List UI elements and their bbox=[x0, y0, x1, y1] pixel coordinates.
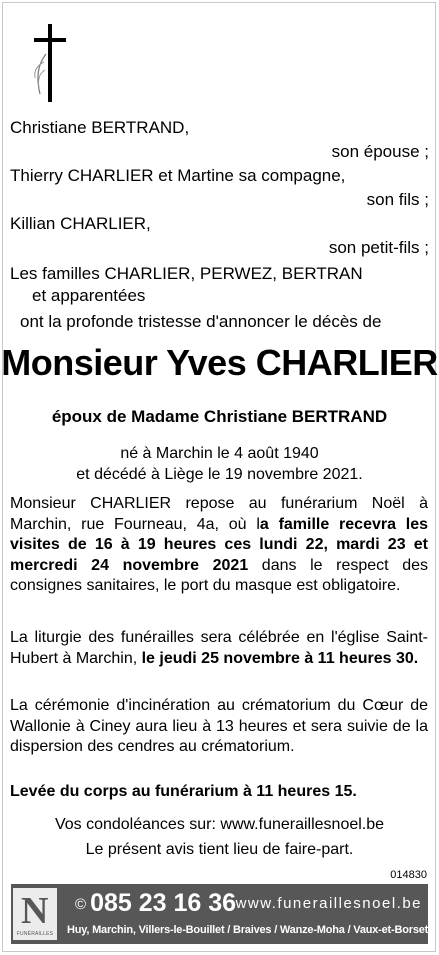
family-member-name: Christiane BERTRAND, bbox=[10, 118, 190, 137]
family-member-name: Thierry CHARLIER et Martine sa compagne, bbox=[10, 166, 346, 185]
phone-icon: © bbox=[75, 896, 87, 913]
rest-bold-text: a famille recevra les visites de 16 à 19 heures ces lundi 22, mardi 23 et mercredi 24 novembre 2021 bbox=[10, 515, 429, 574]
logo-text: FUNÉRAILLES bbox=[16, 931, 54, 937]
funeral-home-logo bbox=[13, 888, 57, 940]
rest-text-end: dans le respect des consignes sanitaires, le port du masque est obligatoire. bbox=[10, 556, 428, 594]
phone-digits: 085 23 16 36 bbox=[90, 889, 237, 917]
levee-line: Levée du corps au funérarium à 11 heures 15. bbox=[10, 783, 357, 800]
family-member-relation: son fils ; bbox=[366, 190, 429, 209]
families-line-2: et apparentées bbox=[32, 286, 146, 305]
announcement-line: ont la profonde tristesse d'annoncer le décès de bbox=[20, 312, 382, 331]
families-line: Les familles CHARLIER, PERWEZ, BERTRAN bbox=[10, 264, 363, 283]
website-link[interactable]: www.funeraillesnoel.be bbox=[235, 895, 422, 912]
death-line: et décédé à Liège le 19 novembre 2021. bbox=[76, 466, 363, 483]
reference-number: 014830 bbox=[390, 869, 427, 881]
liturgy-text: La liturgie des funérailles sera célébrée en l'église Saint-Hubert à Marchin, bbox=[10, 629, 428, 667]
family-member-relation: son petit-fils ; bbox=[328, 238, 429, 257]
cremation-paragraph: La cérémonie d'incinération au crématorium du Cœur de Wallonie à Ciney aura lieu à 13 heures et sera suivie de la dispersion des cendres au crématorium. bbox=[10, 697, 428, 755]
liturgy-bold-text: le jeudi 25 novembre à 11 heures 30. bbox=[141, 649, 419, 667]
faire-part-line: Le présent avis tient lieu de faire-part. bbox=[85, 841, 354, 858]
logo-letter: N bbox=[21, 890, 49, 932]
condolences-line: Vos condoléances sur: www.funeraillesnoel.be bbox=[54, 816, 385, 833]
rest-paragraph bbox=[10, 494, 428, 597]
spouse-line: époux de Madame Christiane BERTRAND bbox=[51, 407, 388, 426]
rest-text: Monsieur CHARLIER repose au funérarium Noël à Marchin, rue Fourneau, 4a, où l bbox=[10, 495, 428, 533]
birth-line: né à Marchin le 4 août 1940 bbox=[120, 445, 319, 462]
deceased-name: Monsieur Yves CHARLIER bbox=[1, 342, 438, 383]
family-member-relation: son épouse ; bbox=[331, 142, 429, 161]
locations-line: Huy, Marchin, Villers-le-Bouillet / Braives / Wanze-Moha / Vaux-et-Borset bbox=[67, 924, 429, 936]
funeral-home-banner bbox=[11, 884, 428, 944]
family-member-name: Killian CHARLIER, bbox=[10, 214, 151, 233]
phone-number bbox=[75, 888, 236, 920]
liturgy-paragraph bbox=[10, 628, 428, 669]
cross-icon bbox=[26, 24, 74, 102]
